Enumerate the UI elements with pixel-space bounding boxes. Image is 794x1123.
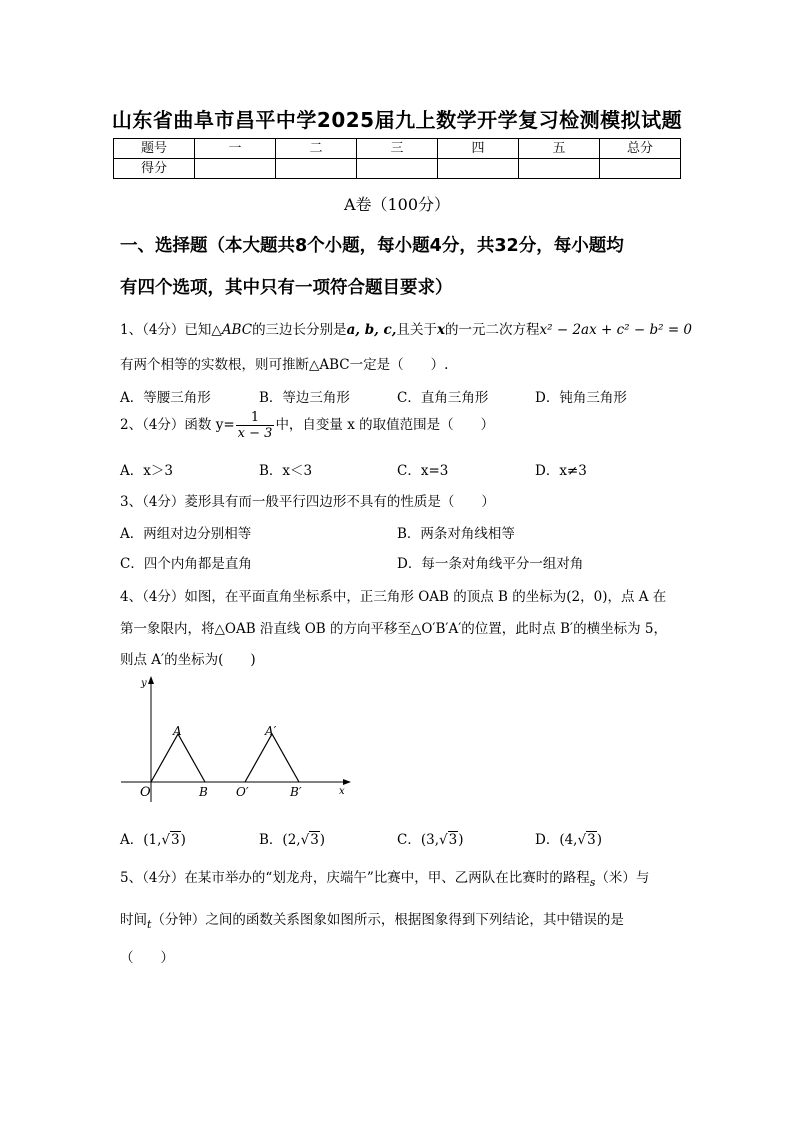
q4-option-c-letter: C． (397, 832, 421, 848)
q4-option-c-close: ) (458, 832, 464, 848)
q3-line: 3、（4分）菱形具有而一般平行四边形不具有的性质是（ ） (120, 494, 495, 510)
q2-line (120, 410, 494, 441)
part1-heading-line1: 一、选择题（本大题共8个小题，每小题4分，共32分，每小题均 (120, 236, 624, 256)
q3-option-c[interactable]: C．四个内角都是直角 (120, 556, 252, 572)
score-table (113, 138, 681, 179)
q4-option-d-root: 3 (587, 832, 596, 848)
q5-line3: （ ） (120, 950, 174, 966)
q2-suffix: 中，自变量 x 的取值范围是（ ） (275, 417, 495, 433)
q2-frac-den: x − 3 (237, 426, 273, 441)
label-b: B (199, 785, 208, 799)
q2-option-c[interactable]: C．x=3 (397, 463, 449, 479)
q4-line2: 第一象限内，将△OAB 沿直线 OB 的方向平移至△O′B′A′的位置，此时点 B′的横坐标为 5， (120, 621, 667, 637)
q4-option-a-close: ) (180, 832, 186, 848)
q4-option-b-close: ) (319, 832, 326, 848)
q2-prefix: 2、（4分）函数 y= (120, 417, 235, 433)
page-title: 山东省曲阜市昌平中学2025届九上数学开学复习检测模拟试题 (111, 108, 683, 132)
score-header-cell: 总分 (600, 139, 681, 159)
q1-option-a[interactable]: A．等腰三角形 (120, 390, 211, 406)
label-x: x (339, 786, 345, 797)
score-header-cell: 一 (195, 139, 276, 159)
x-axis-arrow (343, 779, 351, 785)
label-y: y (141, 678, 147, 689)
triangle-oab-translated (245, 734, 299, 782)
q5-line1a: 5、（4分）在某市举办的“划龙舟，庆端午”比赛中，甲、乙两队在比赛时的路程 (120, 870, 590, 886)
q5-line1b: （米）与 (595, 870, 650, 886)
q1-abc: ABC (221, 322, 253, 338)
q2-option-a[interactable]: A．x＞3 (120, 463, 173, 479)
score-cell (357, 159, 438, 179)
q1-option-c[interactable]: C．直角三角形 (397, 390, 489, 406)
q4-option-d-close: ) (596, 832, 602, 848)
q4-option-d-letter: D． (535, 832, 560, 848)
q4-option-b-letter: B． (259, 832, 283, 848)
part1-heading-line2: 有四个选项，其中只有一项符合题目要求） (120, 278, 453, 298)
q1-option-d[interactable]: D．钝角三角形 (535, 390, 627, 406)
q1-prefix: 1、（4分）已知△ (120, 322, 222, 338)
label-a: A (173, 724, 182, 738)
q3-option-a[interactable]: A．两组对边分别相等 (120, 526, 252, 542)
score-header-cell: 三 (357, 139, 438, 159)
q1-equation: x² − 2ax + c² − b² = 0 (539, 322, 693, 338)
q1-mid2: 且关于 (396, 322, 437, 338)
score-row-label: 得分 (114, 159, 195, 179)
score-cell (600, 159, 681, 179)
q1-x: x (436, 322, 446, 338)
q5-s: s (589, 876, 596, 889)
q4-option-c-value: (3, (420, 832, 439, 848)
score-table-score-row (114, 159, 681, 179)
score-cell (195, 159, 276, 179)
label-o-prime: O′ (236, 785, 249, 799)
q4-option-a-root: 3 (171, 832, 180, 848)
q4-option-b-root: 3 (310, 832, 319, 848)
q1-vars: a, b, c, (346, 322, 397, 338)
score-cell (519, 159, 600, 179)
q5-line2a: 时间 (120, 912, 147, 928)
y-axis-arrow (148, 676, 154, 684)
q2-option-b[interactable]: B．x＜3 (259, 463, 313, 479)
q4-option-d-value: (4, (559, 832, 578, 848)
q4-line1: 4、（4分）如图，在平面直角坐标系中，正三角形 OAB 的顶点 B 的坐标为(2，0)，点 A 在 (120, 589, 667, 605)
q1-line1 (120, 318, 692, 338)
q4-option-c-root: 3 (448, 832, 458, 848)
q4-option-b[interactable]: B．(2,√3) (259, 832, 326, 848)
label-a-prime: A′ (265, 724, 277, 738)
q4-option-a-letter: A． (120, 832, 144, 848)
q4-option-d[interactable]: D．(4,√3) (535, 832, 602, 848)
q5-t: t (147, 918, 152, 931)
score-cell (276, 159, 357, 179)
q4-option-a-value: (1, (143, 832, 162, 848)
q1-mid: 的三边长分别是 (252, 322, 347, 338)
q4-figure (115, 672, 355, 804)
q4-option-c[interactable]: C．(3,√3) (397, 832, 464, 848)
q3-option-b[interactable]: B．两条对角线相等 (397, 526, 515, 542)
triangle-oab (151, 734, 205, 782)
score-header-cell: 二 (276, 139, 357, 159)
q1-line2: 有两个相等的实数根，则可推断△ABC一定是（ ）. (120, 357, 449, 373)
q3-option-d[interactable]: D．每一条对角线平分一组对角 (397, 556, 584, 572)
label-o: O (140, 785, 151, 800)
q5-line1 (120, 866, 649, 889)
score-header-cell: 四 (438, 139, 519, 159)
q5-line2 (120, 908, 624, 931)
score-header-cell: 题号 (114, 139, 195, 159)
score-table-header-row (114, 139, 681, 159)
score-header-cell: 五 (519, 139, 600, 159)
q1-option-b[interactable]: B．等边三角形 (259, 390, 350, 406)
label-b-prime: B′ (290, 785, 302, 799)
q2-fraction (236, 410, 275, 441)
q4-line3: 则点 A′的坐标为( ) (120, 652, 256, 668)
q4-option-a[interactable]: A．(1,√3) (120, 832, 186, 848)
q2-frac-num: 1 (236, 410, 275, 426)
q5-line2b: （分钟）之间的函数关系图象如图所示，根据图象得到下列结论，其中错误的是 (151, 912, 624, 928)
section-title: A卷（100分） (343, 195, 451, 214)
score-cell (438, 159, 519, 179)
q1-mid3: 的一元二次方程 (445, 322, 540, 338)
q4-option-b-value: (2, (282, 832, 301, 848)
q2-option-d[interactable]: D．x≠3 (535, 463, 587, 479)
